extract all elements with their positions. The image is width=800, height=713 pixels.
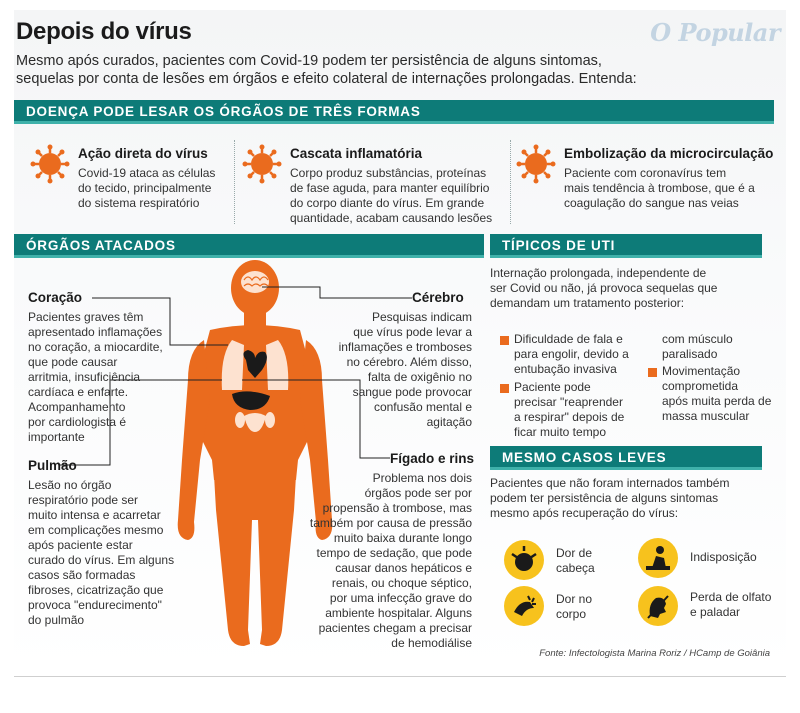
organ-title-brain: Cérebro — [412, 290, 464, 305]
text-line: muito baixa durante longo — [333, 531, 472, 545]
text-line: por uma infecção grave do — [329, 591, 472, 605]
text-line: com músculo — [662, 332, 733, 346]
text-line: Movimentação — [662, 364, 741, 378]
text-line: em complicações mesmo — [28, 523, 164, 537]
text-line: Covid-19 ataca as células — [78, 166, 216, 180]
organ-title-lung: Pulmão — [28, 458, 77, 473]
text-line: Dificuldade de fala e — [514, 332, 623, 346]
text-line: que pode causar — [28, 355, 118, 369]
intro-line: sequelas por conta de lesões em órgãos e efeito colateral de internações prolongadas. Entenda: — [16, 71, 637, 87]
text-line: provoca "endurecimento" — [28, 598, 162, 612]
text-line: sangue pode provocar — [352, 385, 472, 399]
organ-text-liver-kidneys — [292, 471, 472, 651]
symptom-label — [556, 592, 592, 622]
text-line: falta de oxigênio no — [367, 370, 472, 384]
organ-text-heart — [28, 310, 188, 445]
section-heading-forms: DOENÇA PODE LESAR OS ÓRGÃOS DE TRÊS FORMAS — [14, 100, 774, 124]
section-heading-icu: TÍPICOS DE UTI — [490, 234, 762, 258]
text-line: Problema nos dois — [372, 471, 472, 485]
text-line: causar danos hepáticos e — [335, 561, 472, 575]
organ-text-brain — [320, 310, 472, 430]
text-line: Pesquisas indicam — [371, 310, 472, 324]
text-line: que vírus pode levar a — [353, 325, 472, 339]
text-line: tempo de sedação, que pode — [316, 546, 472, 560]
organ-title-liver-kidneys: Fígado e rins — [390, 451, 475, 466]
bullet-square — [500, 384, 509, 393]
icu-item — [662, 364, 777, 424]
text-line: respiratório pode ser — [28, 493, 139, 507]
icu-item — [514, 380, 654, 440]
text-line: Dor de — [556, 546, 593, 560]
symptom-label — [690, 590, 771, 620]
section-heading-mild-cases: MESMO CASOS LEVES — [490, 446, 762, 470]
smell-loss-icon — [638, 586, 678, 626]
text-line: cabeça — [556, 561, 595, 575]
text-line: Pacientes graves têm — [28, 310, 144, 324]
icu-item — [514, 332, 654, 377]
text-line: importante — [28, 430, 85, 444]
text-line: a respirar" depois de — [514, 410, 625, 424]
text-line: de hemodiálise — [391, 636, 472, 650]
text-line: Paciente pode — [514, 380, 591, 394]
headache-icon — [504, 540, 544, 580]
text-line: curado do vírus. Em alguns — [28, 553, 175, 567]
symptom-label — [690, 550, 757, 565]
mild-cases-intro-text — [490, 476, 762, 521]
text-line: Perda de olfato — [690, 590, 772, 604]
text-line: no cérebro. Além disso, — [346, 355, 472, 369]
text-line: para engolir, devido a — [514, 347, 629, 361]
text-line: comprometida — [662, 379, 739, 393]
text-line: do corpo diante do vírus. Em grande — [290, 196, 485, 210]
publisher-logo: O Popular — [650, 18, 780, 47]
text-line: inflamações e tromboses — [338, 340, 472, 354]
section-heading-organs: ÓRGÃOS ATACADOS — [14, 234, 484, 258]
text-line: renais, ou choque séptico, — [331, 576, 472, 590]
text-line: Lesão no órgão — [28, 478, 112, 492]
text-line: mais tendência à trombose, que é a — [564, 181, 755, 195]
text-line: precisar "reaprender — [514, 395, 623, 409]
text-line: Indisposição — [690, 550, 757, 564]
text-line: e paladar — [690, 605, 741, 619]
text-line: após muita perda de — [662, 394, 772, 408]
text-line: entubação invasiva — [514, 362, 617, 376]
text-line: quantidade, acabam causando lesões — [290, 211, 493, 225]
text-line: confusão mental e — [373, 400, 472, 414]
text-line: arritmia, insuficiência — [28, 370, 141, 384]
fatigue-icon — [638, 538, 678, 578]
text-line: por cardiologista é — [28, 415, 127, 429]
text-line: também por causa de pressão — [309, 516, 472, 530]
bullet-square — [648, 368, 657, 377]
text-line: propensão à trombose, mas — [322, 501, 472, 515]
text-line: Internação prolongada, independente de — [490, 266, 707, 280]
text-line: pacientes chegam a precisar — [318, 621, 472, 635]
mechanism-title: Embolização da microcirculação — [564, 146, 774, 161]
text-line: do sistema respiratório — [78, 196, 200, 210]
intro-line: Mesmo após curados, pacientes com Covid-19 podem ter persistência de alguns sintomas, — [16, 53, 602, 69]
text-line: casos são formadas — [28, 568, 136, 582]
text-line: Dor no — [556, 592, 593, 606]
source-credit: Fonte: Infectologista Marina Roriz / HCamp de Goiânia — [539, 648, 770, 659]
icu-intro-text — [490, 266, 762, 311]
text-line: demandam um tratamento posterior: — [490, 296, 685, 310]
text-line: órgãos pode ser por — [364, 486, 472, 500]
text-line: Corpo produz substâncias, proteínas — [290, 166, 487, 180]
text-line: podem ter persistência de alguns sintomas — [490, 491, 719, 505]
mechanism-title: Ação direta do vírus — [78, 146, 208, 161]
text-line: ser Covid ou não, já provoca sequelas que — [490, 281, 718, 295]
organ-text-lung — [28, 478, 188, 628]
text-line: fibroses, cicatrização que — [28, 583, 164, 597]
text-line: cardíaca e enfarte. — [28, 385, 129, 399]
text-line: Acompanhamento — [28, 400, 126, 414]
organ-title-heart: Coração — [28, 290, 83, 305]
text-line: muito intensa e acarretar — [28, 508, 161, 522]
text-line: massa muscular — [662, 409, 750, 423]
text-line: ambiente hospitalar. Alguns — [325, 606, 472, 620]
text-line: após paciente estar — [28, 538, 133, 552]
text-line: apresentado inflamações — [28, 325, 163, 339]
text-line: coagulação do sangue nas veias — [564, 196, 739, 210]
text-line: corpo — [556, 607, 587, 621]
text-line: Pacientes que não foram internados também — [490, 476, 730, 490]
text-line: do pulmão — [28, 613, 85, 627]
text-line: de fase aguda, para manter equilíbrio — [290, 181, 490, 195]
text-line: paralisado — [662, 347, 718, 361]
bullet-square — [500, 336, 509, 345]
text-line: no coração, a miocardite, — [28, 340, 163, 354]
mechanism-title: Cascata inflamatória — [290, 146, 423, 161]
page-title: Depois do vírus — [16, 18, 192, 45]
body-pain-icon — [504, 586, 544, 626]
text-line: Paciente com coronavírus tem — [564, 166, 727, 180]
text-line: agitação — [426, 415, 472, 429]
text-line: do tecido, principalmente — [78, 181, 212, 195]
text-line: ficar muito tempo — [514, 425, 607, 439]
text-line: mesmo após recuperação do vírus: — [490, 506, 679, 520]
icu-item-continuation — [662, 332, 772, 362]
symptom-label — [556, 546, 595, 576]
